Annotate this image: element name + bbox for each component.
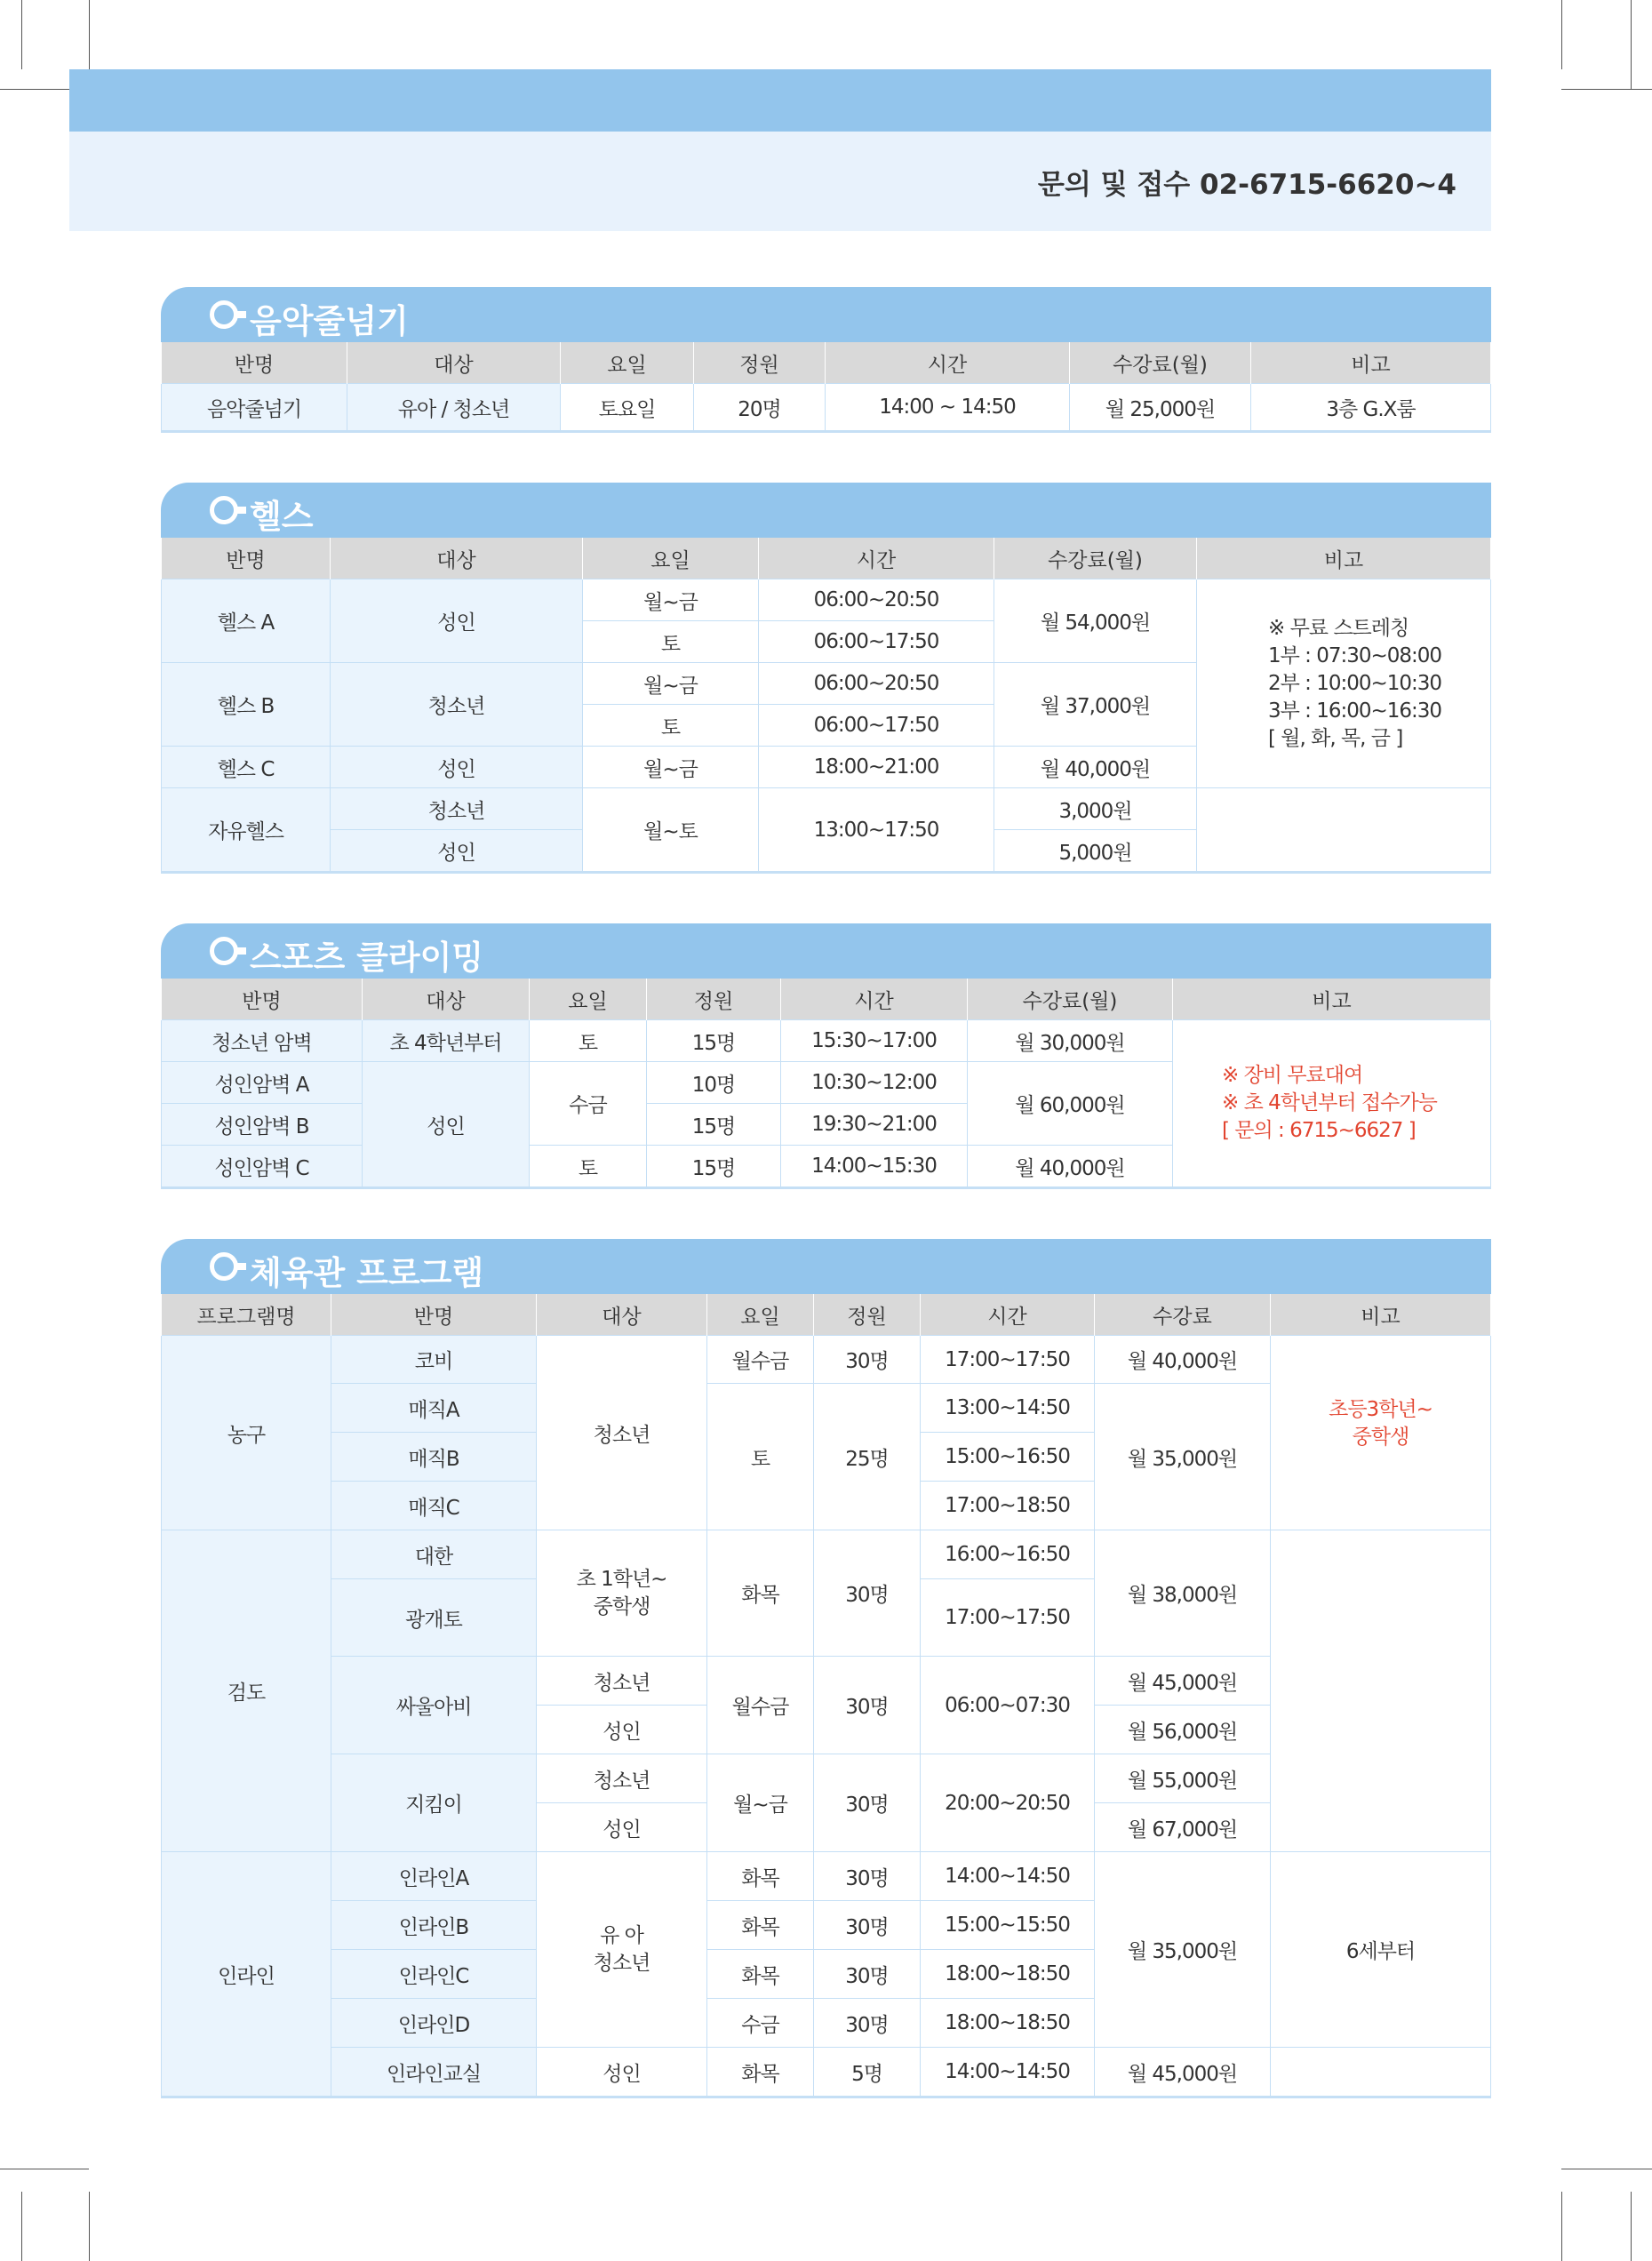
table-cell: 16:00~16:50 <box>921 1530 1095 1579</box>
table-cell: 월 35,000원 <box>1095 1384 1271 1530</box>
table-cell: 14:00 ~ 14:50 <box>826 384 1070 432</box>
table-row <box>162 1852 1491 1901</box>
table-header-row <box>162 342 1491 384</box>
table-cell: 성인암벽 A <box>162 1062 363 1104</box>
column-header: 비고 <box>1251 342 1491 384</box>
table-cell: 06:00~17:50 <box>759 621 994 663</box>
table-cell: 청소년 암벽 <box>162 1020 363 1062</box>
table-cell: 30명 <box>814 1852 921 1901</box>
table-cell: 코비 <box>331 1336 537 1384</box>
column-header: 정원 <box>694 342 826 384</box>
table-cell: 06:00~20:50 <box>759 579 994 621</box>
table-cell: 인라인 <box>162 1852 331 2097</box>
column-header: 시간 <box>759 538 994 579</box>
music-table <box>161 342 1491 433</box>
table-cell: 18:00~18:50 <box>921 1950 1095 1999</box>
column-header: 정원 <box>647 979 781 1020</box>
climbing-table <box>161 979 1491 1189</box>
table-cell: 월~금 <box>583 579 759 621</box>
table-cell: 청소년 <box>537 1336 707 1530</box>
circle-bullet-icon <box>210 1252 238 1281</box>
gym-table <box>161 1294 1491 2098</box>
table-cell: 월 37,000원 <box>994 663 1197 747</box>
crop-mark <box>1561 2192 1562 2261</box>
table-cell: 14:00~15:30 <box>781 1146 968 1188</box>
column-header: 반명 <box>162 538 331 579</box>
table-cell: 월수금 <box>707 1336 814 1384</box>
section-title: 음악줄넘기 <box>250 302 409 340</box>
table-cell: 월 30,000원 <box>968 1020 1173 1062</box>
table-row <box>162 1336 1491 1384</box>
table-cell: 인라인B <box>331 1901 537 1950</box>
table-cell: 13:00~17:50 <box>759 788 994 873</box>
table-cell: 헬스 C <box>162 747 331 788</box>
table-cell: 월수금 <box>707 1657 814 1754</box>
target-line: 중학생 <box>593 1594 650 1618</box>
crop-mark <box>1631 2192 1632 2261</box>
table-cell: 매직C <box>331 1482 537 1530</box>
table-cell: 월 35,000원 <box>1095 1852 1271 2048</box>
table-cell: 검도 <box>162 1530 331 1852</box>
target-line: 유 아 <box>600 1923 643 1947</box>
table-cell: 월 38,000원 <box>1095 1530 1271 1657</box>
column-header: 수강료 <box>1095 1294 1271 1336</box>
table-cell: 14:00~14:50 <box>921 2048 1095 2097</box>
table-cell: 30명 <box>814 1530 921 1657</box>
table-cell: 월~금 <box>707 1754 814 1852</box>
table-cell: 인라인교실 <box>331 2048 537 2097</box>
table-cell: 음악줄넘기 <box>162 384 347 432</box>
table-cell: 5명 <box>814 2048 921 2097</box>
crop-mark <box>1631 0 1632 89</box>
column-header: 시간 <box>781 979 968 1020</box>
section-title: 스포츠 클라이밍 <box>250 939 484 977</box>
basketball-note <box>1271 1336 1491 1530</box>
table-cell: 19:30~21:00 <box>781 1104 968 1146</box>
column-header: 대상 <box>363 979 530 1020</box>
table-cell: 15명 <box>647 1146 781 1188</box>
table-cell: 화목 <box>707 1950 814 1999</box>
circle-bullet-icon <box>210 937 238 965</box>
table-cell: 15:30~17:00 <box>781 1020 968 1062</box>
column-header: 수강료(월) <box>968 979 1173 1020</box>
table-cell: 10:30~12:00 <box>781 1062 968 1104</box>
table-cell: 15:00~16:50 <box>921 1433 1095 1482</box>
table-row <box>162 384 1491 432</box>
table-cell: 성인 <box>537 1803 707 1852</box>
table-cell <box>537 1852 707 2048</box>
table-cell: 20명 <box>694 384 826 432</box>
table-cell: 월 55,000원 <box>1095 1754 1271 1803</box>
table-cell: 30명 <box>814 1657 921 1754</box>
table-cell: 헬스 B <box>162 663 331 747</box>
note-line: ※ 초 4학년부터 접수가능 <box>1222 1091 1437 1115</box>
column-header: 요일 <box>583 538 759 579</box>
table-cell: 17:00~17:50 <box>921 1336 1095 1384</box>
target-line: 초 1학년~ <box>576 1567 667 1591</box>
table-cell: 수금 <box>530 1062 647 1146</box>
table-cell: 17:00~17:50 <box>921 1579 1095 1657</box>
note-line: 초등3학년~ <box>1329 1398 1433 1421</box>
table-cell: 인라인C <box>331 1950 537 1999</box>
table-cell: 월 25,000원 <box>1070 384 1251 432</box>
note-line: 2부 : 10:00~10:30 <box>1268 671 1442 695</box>
crop-mark <box>1561 0 1562 69</box>
table-cell: 30명 <box>814 1901 921 1950</box>
column-header: 정원 <box>814 1294 921 1336</box>
table-cell: 06:00~17:50 <box>759 705 994 747</box>
table-cell: 초 4학년부터 <box>363 1020 530 1062</box>
table-cell: 월 40,000원 <box>994 747 1197 788</box>
table-cell: 30명 <box>814 1999 921 2048</box>
table-cell: 토 <box>583 705 759 747</box>
table-cell: 수금 <box>707 1999 814 2048</box>
table-cell: 월~토 <box>583 788 759 873</box>
table-row <box>162 2048 1491 2097</box>
table-cell: 월~금 <box>583 663 759 705</box>
note-line: 1부 : 07:30~08:00 <box>1268 643 1442 667</box>
column-header: 반명 <box>331 1294 537 1336</box>
table-cell <box>1271 2048 1491 2097</box>
table-cell: 토 <box>530 1146 647 1188</box>
column-header: 시간 <box>921 1294 1095 1336</box>
crop-mark <box>21 2192 22 2261</box>
crop-mark <box>21 0 22 69</box>
column-header: 수강료(월) <box>994 538 1197 579</box>
section-health <box>161 483 1491 874</box>
section-title-bar <box>161 287 1491 342</box>
table-row <box>162 1020 1491 1062</box>
table-cell: 15명 <box>647 1104 781 1146</box>
note-line: 3부 : 16:00~16:30 <box>1268 699 1442 723</box>
note-line: ※ 장비 무료대여 <box>1222 1064 1363 1087</box>
table-cell: 대한 <box>331 1530 537 1579</box>
table-cell: 15명 <box>647 1020 781 1062</box>
table-cell: 청소년 <box>331 788 583 830</box>
table-cell <box>1271 1530 1491 1852</box>
column-header: 수강료(월) <box>1070 342 1251 384</box>
column-header: 요일 <box>561 342 694 384</box>
table-cell: 20:00~20:50 <box>921 1754 1095 1852</box>
note-line: [ 월, 화, 목, 금 ] <box>1268 726 1403 750</box>
table-cell: 성인 <box>537 2048 707 2097</box>
column-header: 요일 <box>530 979 647 1020</box>
table-cell: 청소년 <box>537 1657 707 1706</box>
table-cell: 월 40,000원 <box>968 1146 1173 1188</box>
table-cell: 13:00~14:50 <box>921 1384 1095 1433</box>
table-cell: 싸울아비 <box>331 1657 537 1754</box>
table-cell: 화목 <box>707 2048 814 2097</box>
table-cell: 헬스 A <box>162 579 331 663</box>
table-cell: 10명 <box>647 1062 781 1104</box>
column-header: 프로그램명 <box>162 1294 331 1336</box>
table-cell: 성인 <box>331 830 583 873</box>
section-gym-programs <box>161 1239 1491 2098</box>
table-cell: 15:00~15:50 <box>921 1901 1095 1950</box>
column-header: 반명 <box>162 979 363 1020</box>
table-cell: 월~금 <box>583 747 759 788</box>
table-cell: 25명 <box>814 1384 921 1530</box>
table-cell: 성인 <box>363 1062 530 1188</box>
table-cell: 광개토 <box>331 1579 537 1657</box>
section-title: 헬스 <box>250 498 314 536</box>
table-cell: 농구 <box>162 1336 331 1530</box>
section-music-jumprope <box>161 287 1491 433</box>
table-cell: 월 67,000원 <box>1095 1803 1271 1852</box>
table-cell: 월 54,000원 <box>994 579 1197 663</box>
table-cell: 월 45,000원 <box>1095 2048 1271 2097</box>
note-line: [ 문의 : 6715~6627 ] <box>1222 1119 1416 1142</box>
table-cell: 30명 <box>814 1754 921 1852</box>
table-cell: 청소년 <box>331 663 583 747</box>
table-cell: 성인암벽 C <box>162 1146 363 1188</box>
crop-mark <box>89 0 90 69</box>
column-header: 비고 <box>1197 538 1491 579</box>
table-cell: 인라인A <box>331 1852 537 1901</box>
section-title-bar <box>161 923 1491 979</box>
climbing-note <box>1173 1020 1491 1188</box>
table-cell: 06:00~20:50 <box>759 663 994 705</box>
table-cell <box>1197 788 1491 873</box>
table-cell: 화목 <box>707 1901 814 1950</box>
table-cell: 성인 <box>331 579 583 663</box>
table-cell: 토 <box>583 621 759 663</box>
table-cell: 지킴이 <box>331 1754 537 1852</box>
table-header-row <box>162 979 1491 1020</box>
table-cell: 청소년 <box>537 1754 707 1803</box>
table-cell: 18:00~18:50 <box>921 1999 1095 2048</box>
circle-bullet-icon <box>210 496 238 524</box>
column-header: 요일 <box>707 1294 814 1336</box>
table-cell: 화목 <box>707 1530 814 1657</box>
column-header: 반명 <box>162 342 347 384</box>
table-cell: 인라인D <box>331 1999 537 2048</box>
section-title-bar <box>161 1239 1491 1294</box>
column-header: 비고 <box>1173 979 1491 1020</box>
crop-mark <box>1561 89 1652 90</box>
table-cell: 토요일 <box>561 384 694 432</box>
column-header: 대상 <box>347 342 561 384</box>
table-cell: 17:00~18:50 <box>921 1482 1095 1530</box>
column-header: 대상 <box>537 1294 707 1336</box>
table-cell <box>537 1530 707 1657</box>
table-header-row <box>162 1294 1491 1336</box>
table-cell: 30명 <box>814 1950 921 1999</box>
table-cell: 14:00~14:50 <box>921 1852 1095 1901</box>
table-row <box>162 788 1491 830</box>
table-cell: 월 60,000원 <box>968 1062 1173 1146</box>
table-cell: 자유헬스 <box>162 788 331 873</box>
table-cell: 월 56,000원 <box>1095 1706 1271 1754</box>
table-row <box>162 1530 1491 1579</box>
table-cell: 30명 <box>814 1336 921 1384</box>
table-cell: 매직B <box>331 1433 537 1482</box>
table-cell: 성인 <box>537 1706 707 1754</box>
table-cell: 토 <box>530 1020 647 1062</box>
section-sports-climbing <box>161 923 1491 1189</box>
section-title-bar <box>161 483 1491 538</box>
contact-info: 문의 및 접수 02-6715-6620~4 <box>1037 169 1456 201</box>
health-note <box>1197 579 1491 788</box>
table-cell: 월 40,000원 <box>1095 1336 1271 1384</box>
table-cell: 성인암벽 B <box>162 1104 363 1146</box>
crop-mark <box>89 2192 90 2261</box>
note-line: 중학생 <box>1352 1426 1409 1449</box>
column-header: 비고 <box>1271 1294 1491 1336</box>
column-header: 시간 <box>826 342 1070 384</box>
table-cell: 3,000원 <box>994 788 1197 830</box>
table-cell: 월 45,000원 <box>1095 1657 1271 1706</box>
table-cell: 18:00~21:00 <box>759 747 994 788</box>
table-cell: 06:00~07:30 <box>921 1657 1095 1754</box>
table-cell: 유아 / 청소년 <box>347 384 561 432</box>
table-header-row <box>162 538 1491 579</box>
section-title: 체육관 프로그램 <box>250 1254 484 1292</box>
table-row <box>162 579 1491 621</box>
header-band <box>69 69 1491 132</box>
note-line: ※ 무료 스트레칭 <box>1268 616 1409 640</box>
table-cell: 6세부터 <box>1271 1852 1491 2048</box>
target-line: 청소년 <box>593 1951 650 1975</box>
table-cell: 매직A <box>331 1384 537 1433</box>
circle-bullet-icon <box>210 300 238 329</box>
table-cell: 3층 G.X룸 <box>1251 384 1491 432</box>
table-cell: 성인 <box>331 747 583 788</box>
table-cell: 화목 <box>707 1852 814 1901</box>
health-table <box>161 538 1491 874</box>
column-header: 대상 <box>331 538 583 579</box>
table-cell: 5,000원 <box>994 830 1197 873</box>
table-cell: 토 <box>707 1384 814 1530</box>
